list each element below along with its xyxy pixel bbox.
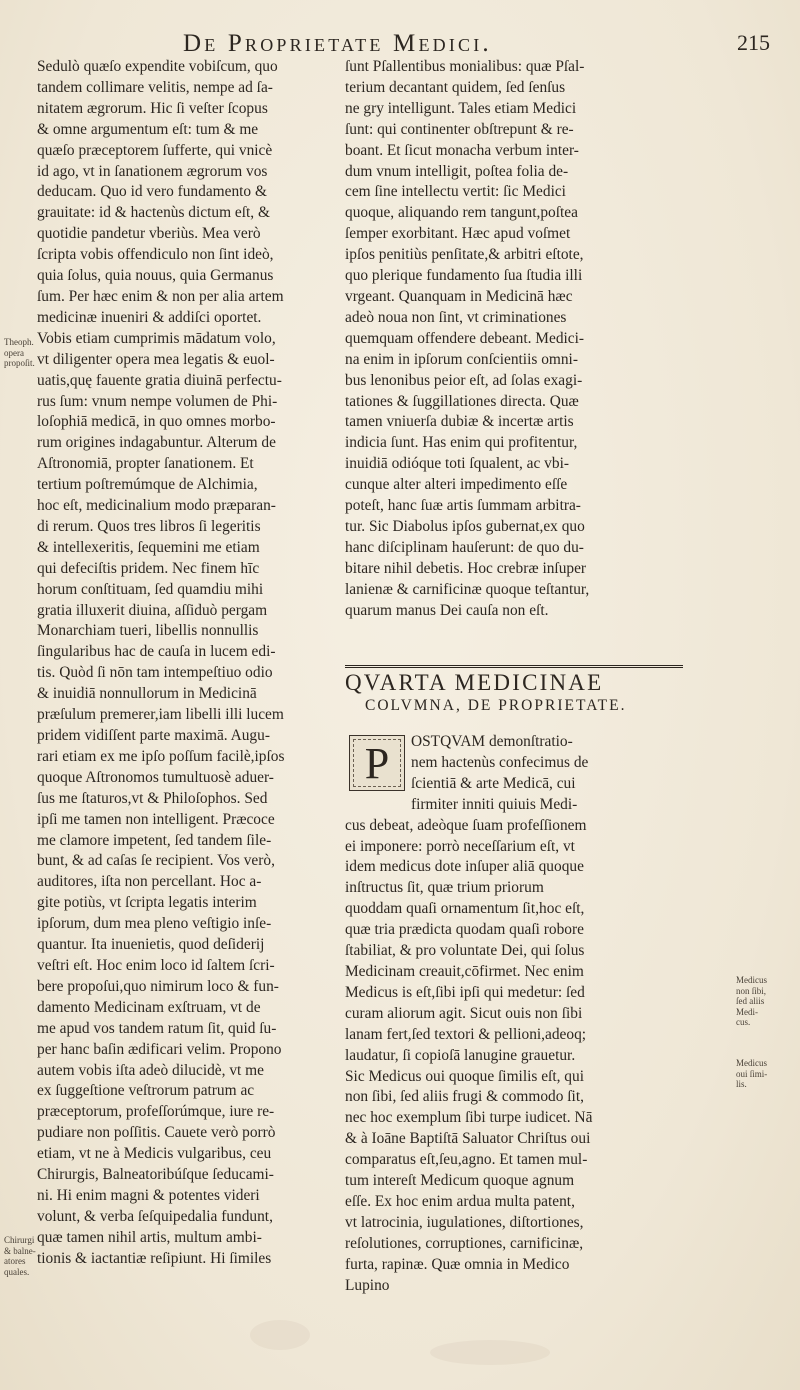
text-line: grauitate: id & hactenùs dictum eſt, &: [37, 204, 270, 222]
section-divider: [345, 665, 683, 668]
text-line: qui defeciſtis pridem. Nec finem hīc: [37, 559, 260, 577]
text-line: quo plerique fundamento ſua ſtudia illi: [345, 267, 583, 285]
text-line: bitare nihil debetis. Hoc crebræ inſuper: [345, 559, 587, 577]
text-line: na enim in ipſorum conſcientiis omni-: [345, 350, 578, 368]
text-line: boant. Et ſicut monacha verbum inter-: [345, 141, 579, 159]
text-line: Vobis etiam cumprimis mādatum volo,: [37, 329, 276, 347]
right-column: [345, 57, 680, 621]
text-line: quæ tria prædicta quodam quaſi robore: [345, 921, 584, 939]
text-line: præceptorum, profeſſorúmque, iure re-: [37, 1103, 275, 1121]
text-line: me apud vos tandem ratum ſit, quid ſu-: [37, 1019, 277, 1037]
text-line: Medicus is eſt,ſibi ipſi qui medetur: ſed: [345, 983, 585, 1001]
text-line: poteſt, hanc ſuæ artis ſummam arbitra-: [345, 497, 581, 515]
text-line: dum vnum intelligit, poſtea folia de-: [345, 162, 569, 180]
text-line: ex ſuggeſtione veſtrorum patrum ac: [37, 1082, 255, 1100]
text-line: pudiare non poſſitis. Cauete verò porrò: [37, 1124, 276, 1142]
text-line: veſtri eſt. Hoc enim loco id ſaltem ſcri-: [37, 956, 275, 974]
text-line: ſtabiliat, & pro voluntate Dei, qui ſolus: [345, 942, 585, 960]
margin-note-line: opera: [4, 347, 24, 358]
text-line: quæ tamen nihil artis, multum ambi-: [37, 1228, 262, 1246]
text-line: curam aliorum agit. Sicut ouis non ſibi: [345, 1004, 583, 1022]
text-line: idem medicus dote inſuper aliā quoque: [345, 858, 584, 876]
margin-note-line: cus.: [736, 1017, 751, 1027]
text-line: OSTQVAM demonſtratio-: [411, 733, 573, 750]
text-line: pridem vidiſſent parte maximā. Augu-: [37, 727, 270, 744]
text-line: damento Medicinam exſtruam, vt de: [37, 998, 261, 1016]
text-line: ſcripta vobis offendiculo non ſint ideò,: [37, 246, 274, 264]
left-column: [37, 57, 337, 1270]
text-line: firmiter inniti quiuis Medi-: [411, 795, 578, 813]
text-line: cus debeat, adeòque ſuam profeſſionem: [345, 816, 587, 834]
text-line: id ago, vt in ſanationem ægrorum vos: [37, 162, 268, 180]
text-line: nec hoc exemplum ſibi turpe iudicet. Nā: [345, 1109, 593, 1127]
text-line: ſemper exorbitant. Hæc apud voſmet: [345, 225, 571, 243]
section-title: QVARTA MEDICINAE: [345, 670, 604, 695]
text-line: autem vobis iſta adeò dilucidè, vt me: [37, 1061, 264, 1079]
text-line: ſunt: qui continenter obſtrepunt & re-: [345, 120, 574, 138]
text-line: tur. Sic Diabolus ipſos gubernat,ex quo: [345, 517, 585, 535]
text-line: præſulum premerer,iam libelli illi lucem: [37, 706, 284, 724]
text-line: volunt, & verba ſeſquipedalia fundunt,: [37, 1207, 273, 1225]
text-line: rus ſum: vnum nempe volumen de Phi-: [37, 392, 278, 410]
margin-note-chirurgi: [4, 1235, 36, 1277]
text-line: cem ſine intellectu vertit: ſic Medici: [345, 183, 566, 201]
margin-note-medicus-non-sibi: [736, 975, 767, 1028]
text-line: & à Ioāne Baptiſtā Saluator Chriſtus oui: [345, 1130, 591, 1148]
margin-note-theophrastus: [4, 337, 35, 369]
text-line: tandem collimare velitis, nempe ad ſa-: [37, 78, 273, 96]
text-line: ei imponere: porrò neceſſarium eſt, vt: [345, 837, 575, 855]
text-line: Aſtronomiā, propter ſanationem. Et: [37, 455, 254, 473]
text-line: & omne argumentum eſt: tum & me: [37, 120, 259, 138]
text-line: quoque Aſtronomos tumultuosè aduer-: [37, 768, 274, 786]
decorated-initial: P: [349, 735, 405, 791]
text-line: non ſibi, ſed aliis frugi & commodo ſit,: [345, 1088, 584, 1106]
margin-note-line: Chirurgi: [4, 1235, 35, 1245]
text-line: rari etiam ex me ipſo poſſum facilè,ipſos: [37, 747, 285, 765]
text-line: ſingularibus hac de cauſa in lucem edi-: [37, 643, 276, 661]
text-line: uatis,quę fauente gratia diuinā perfectu-: [37, 371, 282, 389]
text-line: Sic Medicus oui quoque ſimilis eſt, qui: [345, 1067, 584, 1085]
text-line: Lupino: [345, 1276, 390, 1294]
margin-note-line: Medi-: [736, 1006, 758, 1017]
text-line: rum origines indagabuntur. Alterum de: [37, 434, 276, 452]
text-line: quoque, aliquando rem tangunt,poſtea: [345, 204, 578, 222]
text-line: ipſorum, dum mea pleno veſtigio inſe-: [37, 915, 272, 933]
text-line: reſolutiones, corruptiones, carnificinæ,: [345, 1234, 584, 1252]
text-line: nem hactenùs confecimus de: [411, 753, 589, 771]
text-line: cunque alter alteri impedimento eſſe: [345, 476, 568, 494]
text-line: gratia illuxerit diuina, aſſiduò pergam: [37, 601, 268, 619]
margin-note-line: lis.: [736, 1079, 747, 1089]
margin-note-line: non ſibi,: [736, 985, 767, 996]
text-line: adeò noua non ſint, vt criminationes: [345, 308, 567, 326]
margin-note-line: propoſit.: [4, 358, 35, 368]
text-line: comparatus eſt,ſeu,agno. Et tamen mul-: [345, 1151, 588, 1169]
text-line: di rerum. Quos tres libros ſi legeritis: [37, 517, 261, 535]
text-line: tationes & ſuggillationes directa. Quæ: [345, 392, 579, 410]
text-line: auditores, iſta non percellant. Hoc a-: [37, 873, 262, 891]
running-title: De Proprietate Medici.: [183, 30, 492, 57]
text-line: nitatem ægrorum. Hic ſi veſter ſcopus: [37, 99, 268, 117]
text-line: bus lenonibus peior eſt, ad ſolas exagi-: [345, 371, 583, 389]
text-line: quarum manus Dei cauſa non eſt.: [345, 601, 549, 619]
text-line: per hanc baſin ædificari velim. Propono: [37, 1040, 282, 1058]
text-line: me clamore impetent, ſed tandem ſile-: [37, 831, 272, 849]
text-line: quantur. Ita inuenietis, quod deſiderij: [37, 936, 265, 954]
text-line: vt diligenter opera mea legatis & euol-: [37, 350, 275, 368]
text-line: ne gry intelligunt. Tales etiam Medici: [345, 99, 577, 117]
margin-note-line: oui ſimi-: [736, 1068, 768, 1079]
margin-note-medicus-oui: [736, 1058, 767, 1090]
text-line: ſunt Pſallentibus monialibus: quæ Pſal-: [345, 58, 585, 75]
text-line: etiam, vt ne à Medicis vulgaribus, ceu: [37, 1145, 272, 1163]
text-line: hoc eſt, medicinalium modo præparan-: [37, 497, 276, 515]
text-line: tionis & iactantiæ reſipiunt. Hi ſimiles: [37, 1249, 272, 1267]
text-line: furta, rapinæ. Quæ omnia in Medico: [345, 1255, 570, 1273]
text-line: Chirurgis, Balneatoribúſque ſeducami-: [37, 1166, 274, 1184]
section-body: [345, 732, 685, 1296]
text-line: eſſe. Ex hoc enim ardua multa patent,: [345, 1192, 575, 1210]
text-line: hanc diſciplinam hauſerunt: de quo du-: [345, 538, 584, 556]
text-line: Monarchiam tueri, libellis nonnullis: [37, 622, 259, 640]
text-line: horum conſtituam, ſed quamdiu mihi: [37, 580, 264, 598]
text-line: indicia ſunt. Has enim qui profitentur,: [345, 434, 578, 452]
margin-note-line: ſed aliis: [736, 996, 765, 1006]
text-line: tis. Quòd ſi nōn tam intempeſtiuo odio: [37, 664, 273, 682]
margin-note-line: Theoph.: [4, 337, 34, 347]
text-line: quotidie pandetur vberiùs. Mea verò: [37, 225, 261, 243]
text-line: quia ſolus, quia nouus, quia Germanus: [37, 267, 274, 285]
text-line: medicinæ inueniri & addiſci oportet.: [37, 308, 262, 326]
text-line: deducam. Quo id vero fundamento &: [37, 183, 267, 201]
paper-stain: [430, 1340, 550, 1365]
page-number: 215: [737, 30, 770, 55]
text-line: inuidiā odióque toti ſqualent, ac vbi-: [345, 455, 569, 473]
text-line: ni. Hi enim magni & potentes videri: [37, 1186, 260, 1204]
text-line: & intellexeritis, ſequemini me etiam: [37, 538, 260, 556]
text-line: laudatur, ſi copioſā lanugine grauetur.: [345, 1046, 576, 1064]
text-line: lanam fert,ſed textori & pellioni,adeoq;: [345, 1025, 587, 1043]
margin-note-line: quales.: [4, 1266, 30, 1277]
margin-note-line: Medicus: [736, 975, 767, 985]
text-line: gite potiùs, vt ſcripta legatis interim: [37, 894, 257, 912]
text-line: ipſi me tamen non intelligent. Præcoce: [37, 810, 275, 828]
paper-stain: [250, 1320, 310, 1350]
text-line: tum intereſt Medicum quoque agnum: [345, 1172, 575, 1190]
text-line: ipſos penitiùs penſitate,& arbitri eſtote,: [345, 246, 584, 264]
text-line: tertium poſtremúmque de Alchimia,: [37, 476, 258, 494]
text-line: lanienæ & carnificinæ quoque teſtantur,: [345, 580, 590, 598]
text-line: ſcientiā & arte Medicā, cui: [411, 774, 576, 792]
text-line: bunt, & ad caſas ſe recipient. Vos verò,: [37, 852, 275, 870]
text-line: vt latrocinia, iugulationes, diſtortiones,: [345, 1213, 584, 1231]
margin-note-line: atores: [4, 1256, 26, 1266]
text-line: bere propoſui,quo nimirum loco & fun-: [37, 977, 279, 995]
text-line: Medicinam creauit,cōfirmet. Nec enim: [345, 962, 584, 980]
text-line: inſtructus ſit, quæ trium priorum: [345, 879, 544, 897]
text-line: quemquam offendere debeant. Medici-: [345, 329, 585, 347]
margin-note-line: Medicus: [736, 1058, 767, 1068]
text-line: vrgeant. Quanquam in Medicinā hæc: [345, 287, 573, 305]
text-line: & inuidiā nonnullorum in Medicinā: [37, 685, 257, 703]
text-line: loſophiā medicā, in quo omnes morbo-: [37, 413, 276, 431]
margin-note-line: & balne-: [4, 1245, 36, 1256]
text-line: ſus me ſtaturos,vt & Philoſophos. Sed: [37, 789, 268, 807]
text-line: Sedulò quæſo expendite vobiſcum, quo: [37, 58, 278, 75]
text-line: terium decantant quidem, ſed ſenſus: [345, 78, 566, 96]
text-line: quoddam quaſi ornamentum ſit,hoc eſt,: [345, 900, 585, 918]
text-line: ſum. Per hæc enim & non per alia artem: [37, 287, 284, 305]
text-line: tamen vniuerſa dubiæ & incertæ artis: [345, 413, 574, 431]
section-subtitle: COLVMNA, DE PROPRIETATE.: [365, 697, 627, 714]
text-line: quæſo præceptorem ſufferte, qui vnicè: [37, 141, 273, 159]
